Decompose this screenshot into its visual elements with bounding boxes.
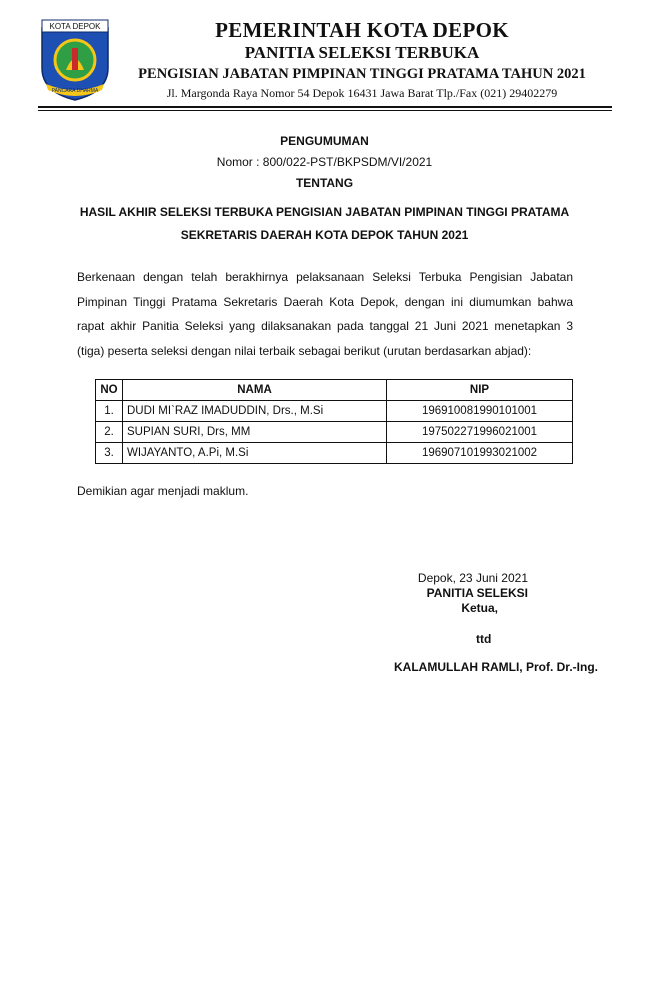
announcement-number: Nomor : 800/022-PST/BKPSDM/VI/2021 <box>216 155 433 169</box>
logo-label: KOTA DEPOK <box>49 22 101 31</box>
announcement-heading: PENGUMUMAN <box>280 134 369 148</box>
table-row <box>96 401 573 422</box>
signature-place-date: Depok, 23 Juni 2021 <box>417 571 528 585</box>
address: Jl. Margonda Raya Nomor 54 Depok 16431 Jawa Barat Tlp./Fax (021) 29402279 <box>166 86 558 100</box>
header-nama: NAMA <box>123 380 387 401</box>
selection-title: PENGISIAN JABATAN PIMPINAN TINGGI PRATAMA TAHUN 2021 <box>138 66 586 82</box>
announcement-subject-line1: HASIL AKHIR SELEKSI TERBUKA PENGISIAN JABATAN PIMPINAN TINGGI PRATAMA <box>79 205 570 219</box>
candidates-table <box>95 379 573 464</box>
row-nama: DUDI MI`RAZ IMADUDDIN, Drs., M.Si <box>123 401 387 422</box>
kota-depok-logo <box>38 18 112 102</box>
signature-role: Ketua, <box>461 601 498 615</box>
table-header-row <box>96 380 573 401</box>
letterhead-rule-thick <box>38 106 612 108</box>
row-no: 2. <box>96 422 123 443</box>
body-paragraph: Berkenaan dengan telah berakhirnya pelaksanaan Seleksi Terbuka Pengisian Jabatan Pimpinan Tinggi Pratama Sekretaris Daerah Kota Depok, dengan ini diumumkan bahwa rapat akhir Panitia Seleksi yang dilaksanakan pada tanggal 21 Juni 2021 menetapkan 3 (tiga) peserta seleksi dengan nilai terbaik sebagai berikut (urutan berdasarkan abjad): <box>77 270 573 358</box>
row-nip: 196907101993021002 <box>387 443 573 464</box>
signature-ttd: ttd <box>476 632 492 646</box>
table-row <box>96 422 573 443</box>
signature-org: PANITIA SELEKSI <box>426 586 528 600</box>
row-no: 3. <box>96 443 123 464</box>
row-nip: 196910081990101001 <box>387 401 573 422</box>
row-nama: WIJAYANTO, A.Pi, M.Si <box>123 443 387 464</box>
closing-text: Demikian agar menjadi maklum. <box>77 484 249 498</box>
header-nip: NIP <box>387 380 573 401</box>
row-nip: 197502271996021001 <box>387 422 573 443</box>
letterhead <box>112 18 612 101</box>
row-no: 1. <box>96 401 123 422</box>
announcement-about: TENTANG <box>295 176 354 190</box>
logo-motto: PANCARA DHARMA <box>51 88 99 94</box>
government-name: PEMERINTAH KOTA DEPOK <box>215 18 509 42</box>
row-nama: SUPIAN SURI, Drs, MM <box>123 422 387 443</box>
letterhead-rule-thin <box>38 110 612 111</box>
announcement-subject-line2: SEKRETARIS DAERAH KOTA DEPOK TAHUN 2021 <box>180 228 469 242</box>
signatory-name: KALAMULLAH RAMLI, Prof. Dr.-Ing. <box>394 660 598 674</box>
header-no: NO <box>96 380 123 401</box>
table-row <box>96 443 573 464</box>
committee-name: PANITIA SELEKSI TERBUKA <box>244 43 480 62</box>
